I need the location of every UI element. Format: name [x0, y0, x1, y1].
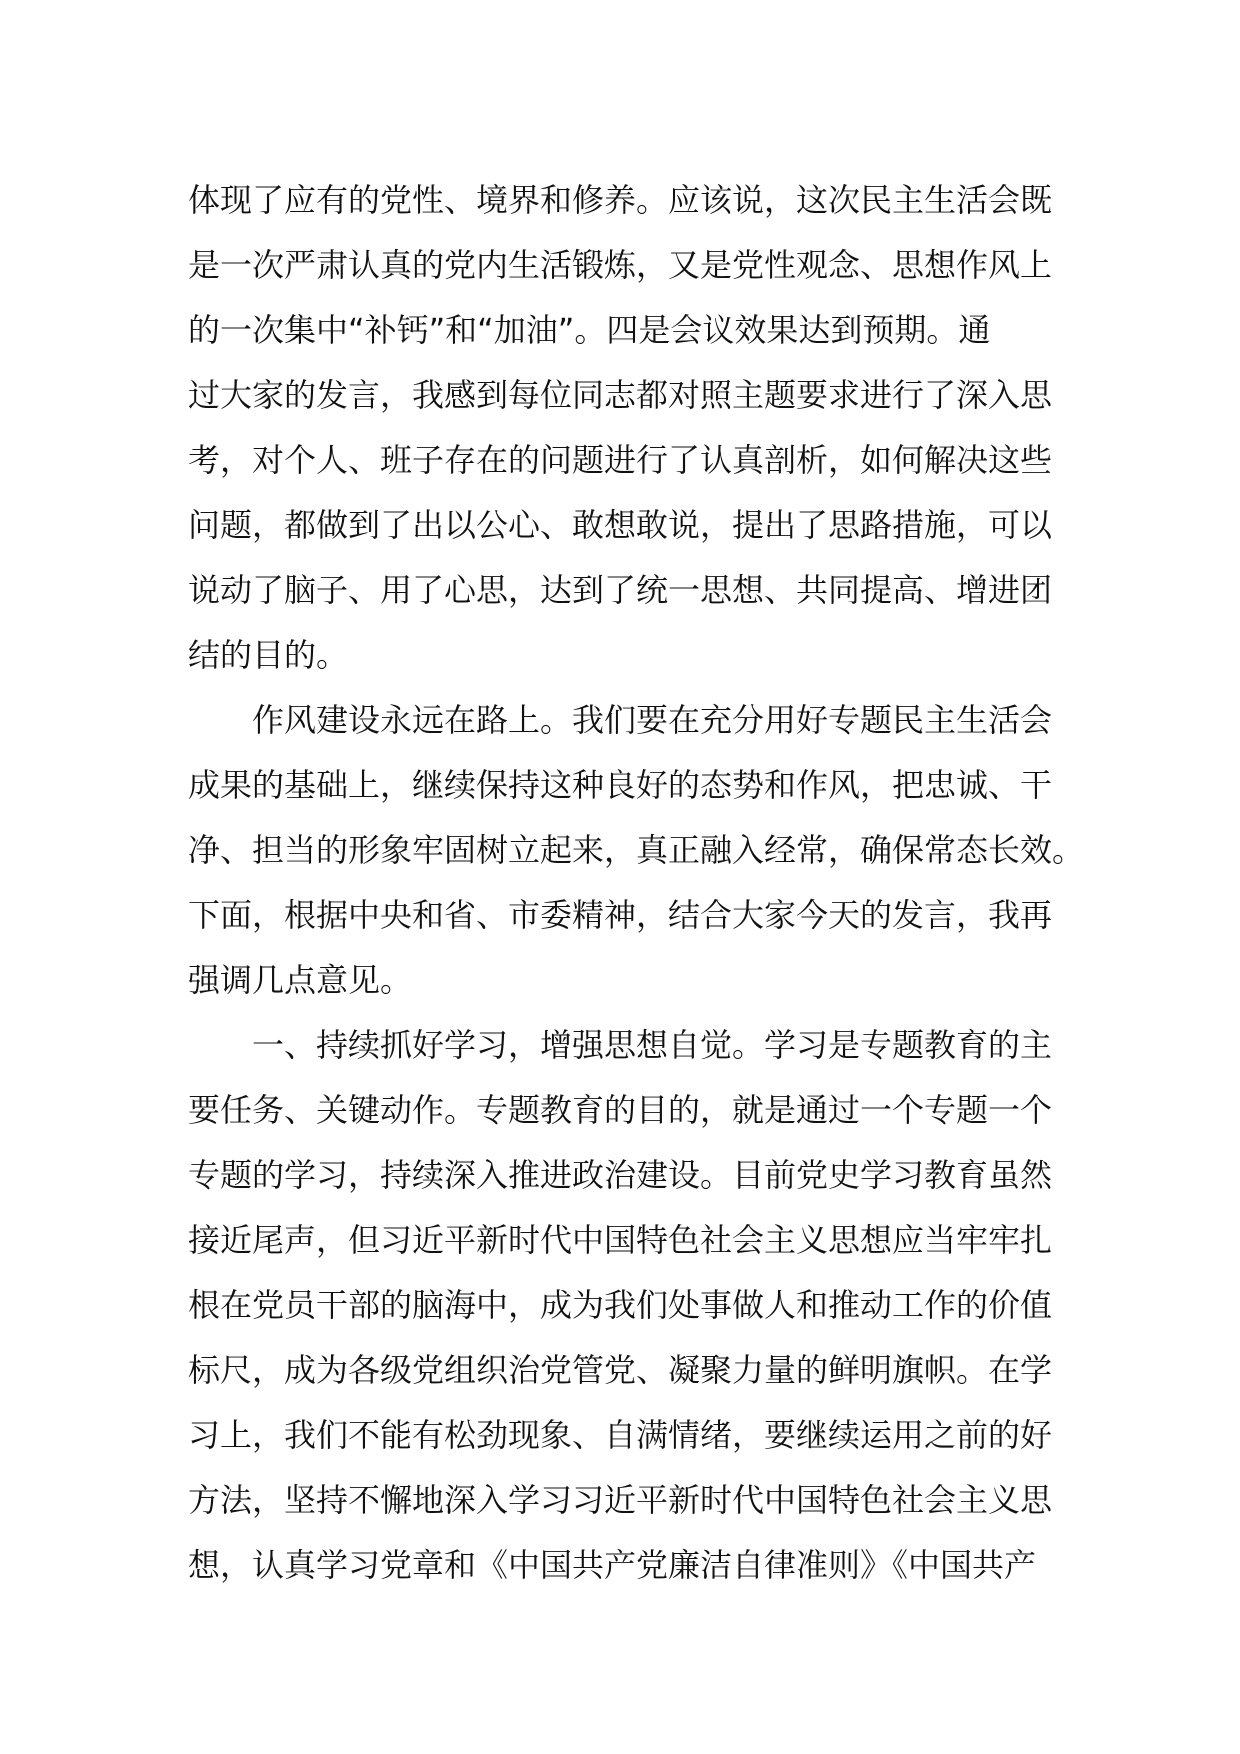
text-line: 想，认真学习党章和《中国共产党廉洁自律准则》《中国共产	[188, 1546, 1037, 1584]
text-line: 是一次严肃认真的党内生活锻炼，又是党性观念、思想作风上	[188, 246, 1053, 284]
text-line: 根在党员干部的脑海中，成为我们处事做人和推动工作的价值	[188, 1286, 1053, 1324]
text-line: 过大家的发言，我感到每位同志都对照主题要求进行了深入思	[188, 376, 1053, 414]
text-line: 体现了应有的党性、境界和修养。应该说，这次民主生活会既	[188, 181, 1053, 219]
paragraph-start-line: 作风建设永远在路上。我们要在充分用好专题民主生活会	[252, 701, 1053, 739]
text-line: 习上，我们不能有松劲现象、自满情绪，要继续运用之前的好	[188, 1416, 1053, 1454]
text-line: 说动了脑子、用了心思，达到了统一思想、共同提高、增进团	[188, 571, 1053, 609]
text-line: 成果的基础上，继续保持这种良好的态势和作风，把忠诚、干	[188, 766, 1053, 804]
body-text	[188, 168, 1085, 1598]
text-line: 下面，根据中央和省、市委精神，结合大家今天的发言，我再	[188, 896, 1053, 934]
text-line: 的一次集中“补钙”和“加油”。四是会议效果达到预期。通	[188, 311, 991, 349]
text-line: 标尺，成为各级党组织治党管党、凝聚力量的鲜明旗帜。在学	[188, 1351, 1053, 1389]
text-line: 接近尾声，但习近平新时代中国特色社会主义思想应当牢牢扎	[188, 1221, 1053, 1259]
text-line: 结的目的。	[188, 636, 349, 674]
text-line: 要任务、关键动作。专题教育的目的，就是通过一个专题一个	[188, 1091, 1053, 1129]
text-line: 专题的学习，持续深入推进政治建设。目前党史学习教育虽然	[188, 1156, 1053, 1194]
text-line: 考，对个人、班子存在的问题进行了认真剖析，如何解决这些	[188, 441, 1053, 479]
text-line: 方法，坚持不懈地深入学习习近平新时代中国特色社会主义思	[188, 1481, 1053, 1519]
text-line: 净、担当的形象牢固树立起来，真正融入经常，确保常态长效。	[188, 831, 1085, 869]
text-line: 问题，都做到了出以公心、敢想敢说，提出了思路措施，可以	[188, 506, 1053, 544]
section-heading-line: 一、持续抓好学习，增强思想自觉。学习是专题教育的主	[252, 1026, 1053, 1064]
text-line: 强调几点意见。	[188, 961, 413, 999]
